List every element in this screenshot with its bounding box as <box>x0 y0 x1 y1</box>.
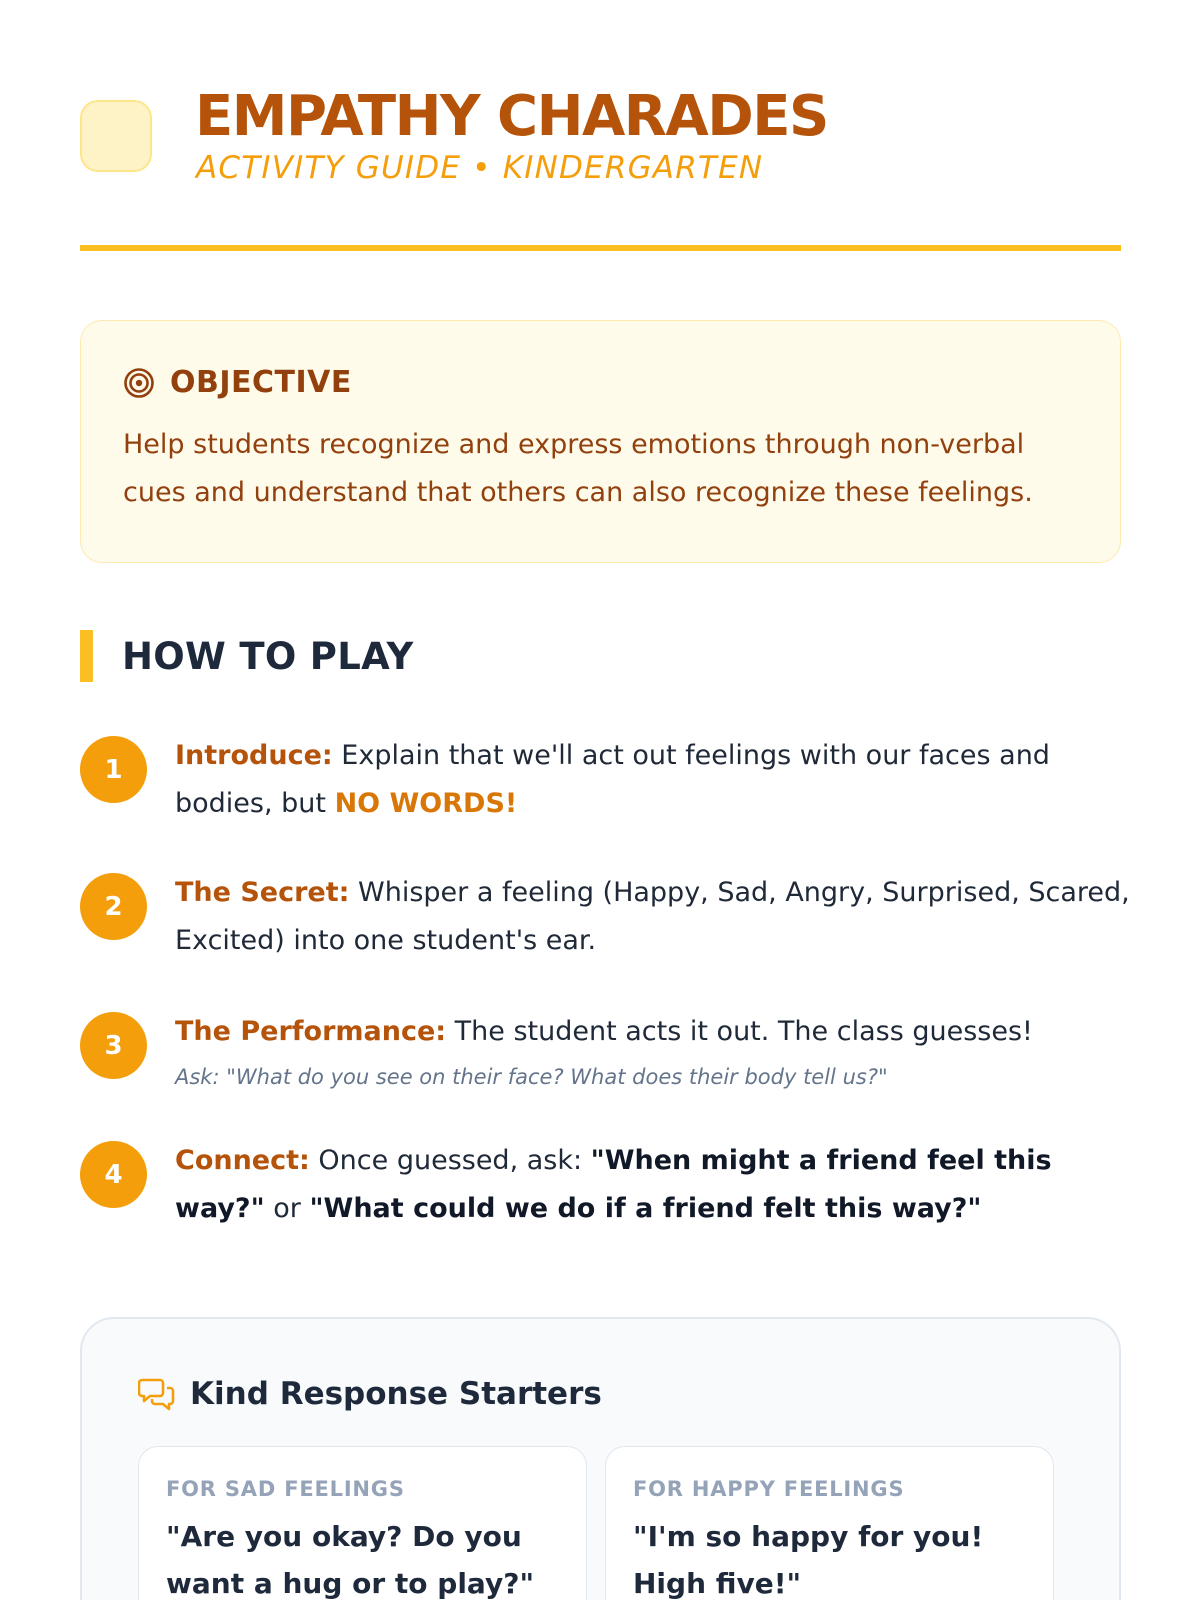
card-text: "I'm so happy for you! High five!" <box>633 1520 984 1600</box>
how-to-play-heading <box>80 630 414 682</box>
step-quote: "What could we do if a friend felt this way?" <box>309 1193 982 1224</box>
step-lead: The Secret: <box>175 877 350 908</box>
step-quote: "When might a friend feel this way?" <box>175 1145 1052 1224</box>
step-number-badge: 4 <box>80 1141 147 1208</box>
page-header <box>80 80 1120 252</box>
step-body: Explain that we'll act out feelings with our faces and bodies, but <box>175 740 1050 819</box>
step-text <box>175 869 1135 965</box>
kind-response-title: Kind Response Starters <box>190 1376 602 1412</box>
chat-icon <box>138 1375 176 1413</box>
kind-response-header <box>138 1375 602 1413</box>
step-emphasis: NO WORDS! <box>334 788 518 819</box>
card-text: "Are you okay? Do you want a hug or to play?" <box>166 1520 535 1600</box>
card-label: FOR HAPPY FEELINGS <box>633 1477 905 1501</box>
step-body: Once guessed, ask: <box>309 1145 591 1176</box>
response-card-sad <box>138 1446 587 1600</box>
page-title: EMPATHY CHARADES <box>195 84 828 149</box>
objective-title: OBJECTIVE <box>170 365 352 400</box>
step-body: The student acts it out. The class guesses! <box>446 1016 1033 1047</box>
section-title: HOW TO PLAY <box>122 634 414 678</box>
logo-badge <box>80 100 152 172</box>
step-body: Whisper a feeling (Happy, Sad, Angry, Surprised, Scared, Excited) into one student's ear. <box>175 877 1130 956</box>
response-card-happy <box>605 1446 1054 1600</box>
step-connector: or <box>264 1193 310 1224</box>
step-lead: The Performance: <box>175 1016 447 1047</box>
objective-card <box>80 320 1121 563</box>
step-number-badge: 2 <box>80 873 147 940</box>
card-label: FOR SAD FEELINGS <box>166 1477 405 1501</box>
step-number-badge: 3 <box>80 1012 147 1079</box>
step-lead: Introduce: <box>175 740 333 771</box>
target-icon <box>123 367 155 399</box>
step-number-badge: 1 <box>80 736 147 803</box>
step-text <box>175 1008 1135 1056</box>
kind-response-panel <box>80 1317 1121 1600</box>
objective-header <box>123 365 352 400</box>
step-note: Ask: "What do you see on their face? What does their body tell us?" <box>175 1065 888 1089</box>
objective-text: Help students recognize and express emotions through non-verbal cues and understand that others can also recognize these feelings. <box>123 429 1033 508</box>
section-accent-bar <box>80 630 93 682</box>
header-divider <box>80 245 1121 251</box>
step-lead: Connect: <box>175 1145 310 1176</box>
step-text <box>175 1137 1135 1233</box>
page-subtitle: ACTIVITY GUIDE • KINDERGARTEN <box>196 150 764 186</box>
step-text <box>175 732 1135 828</box>
